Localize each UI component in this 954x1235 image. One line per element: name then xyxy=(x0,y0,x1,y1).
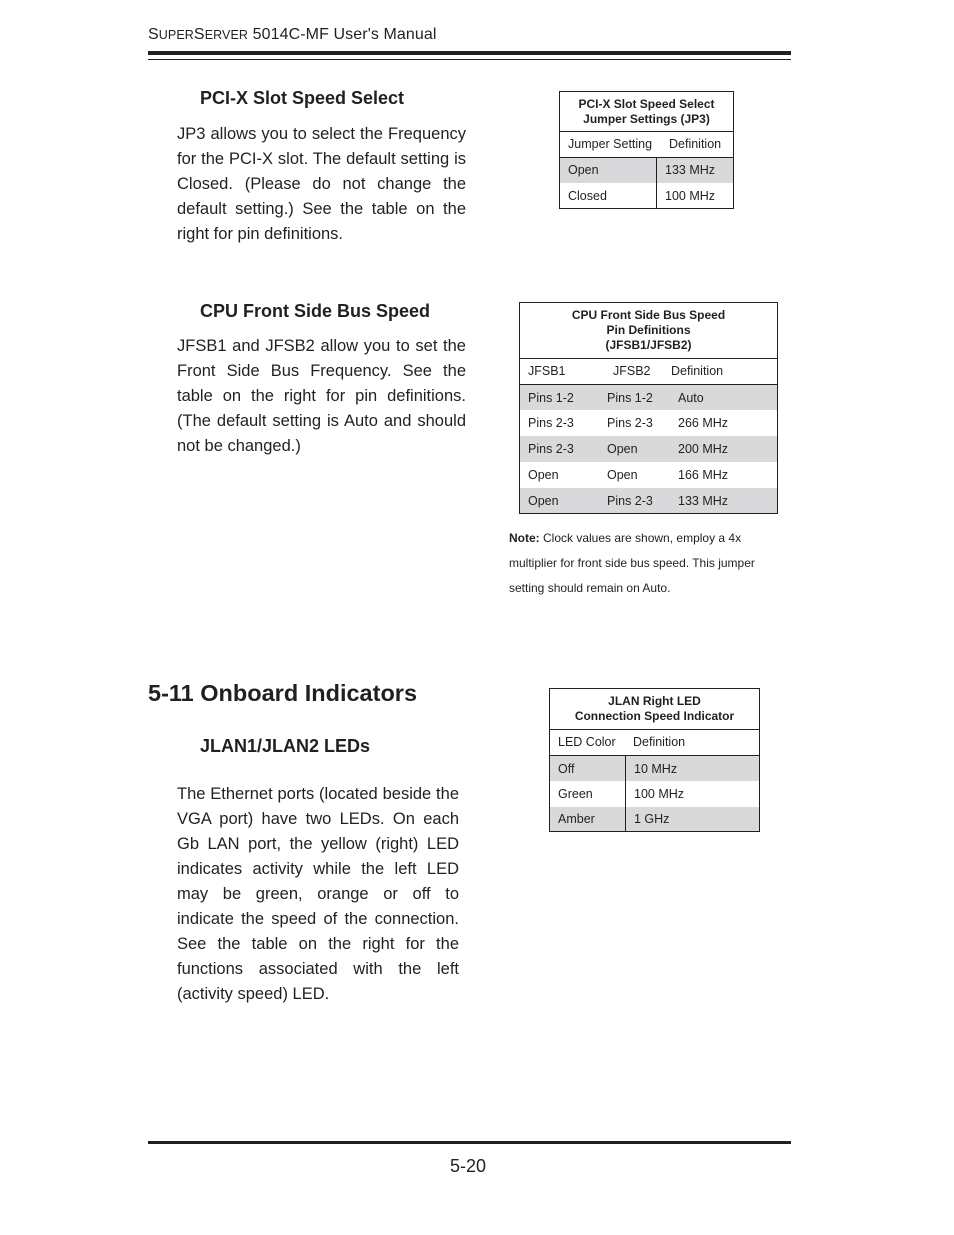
fsb-note xyxy=(509,526,781,601)
pcix-body: JP3 allows you to select the Frequency for the PCI-X slot. The default setting is Closed. (Please do not change the default setting.) See the table on the right for pin definitions. xyxy=(177,125,466,243)
pcix-row2-setting: Closed xyxy=(568,189,607,203)
pcix-header-definition: Definition xyxy=(669,137,722,151)
header-erver: ERVER xyxy=(204,28,249,42)
pcix-table-title-line2: Jumper Settings (JP3) xyxy=(583,112,710,126)
fsb-row1-jfsb1: Pins 1-2 xyxy=(528,391,574,405)
fsb-table-title-line1: CPU Front Side Bus Speed xyxy=(571,308,726,322)
column-divider xyxy=(625,807,626,831)
header-initial-s2: S xyxy=(193,26,205,43)
header-manual-title: 5014C-MF User's Manual xyxy=(248,26,437,43)
table-row xyxy=(550,781,759,807)
column-divider xyxy=(625,781,626,807)
jlan-table-header-row xyxy=(550,730,759,756)
pcix-row1-setting: Open xyxy=(568,163,599,177)
footer-rule xyxy=(148,1141,791,1144)
pcix-table-title-line1: PCI-X Slot Speed Select xyxy=(578,97,715,111)
fsb-row2-definition: 266 MHz xyxy=(678,416,729,430)
pcix-table-title xyxy=(560,92,733,132)
fsb-row2-jfsb2: Pins 2-3 xyxy=(607,416,653,430)
header-uper: UPER xyxy=(158,28,194,42)
fsb-row4-jfsb1: Open xyxy=(528,468,559,482)
fsb-row5-definition: 133 MHz xyxy=(678,494,729,508)
table-row xyxy=(520,488,777,513)
header-rule-thick xyxy=(148,51,791,55)
fsb-header-definition: Definition xyxy=(671,364,724,378)
fsb-table-title-line2: Pin Definitions xyxy=(606,323,691,337)
table-row xyxy=(520,436,777,462)
jlan-table-title xyxy=(550,689,759,730)
fsb-note-label: Note: xyxy=(509,531,540,545)
fsb-row3-jfsb2: Open xyxy=(607,442,638,456)
fsb-row5-jfsb2: Pins 2-3 xyxy=(607,494,653,508)
fsb-header-jfsb1: JFSB1 xyxy=(528,364,566,378)
pcix-row1-definition: 133 MHz xyxy=(665,163,716,177)
fsb-row2-jfsb1: Pins 2-3 xyxy=(528,416,574,430)
jlan-header-led-color: LED Color xyxy=(558,735,616,749)
fsb-table-title xyxy=(520,303,777,359)
page-number: 5-20 xyxy=(450,1156,487,1176)
jlan-body: The Ethernet ports (located beside the VGA port) have two LEDs. On each Gb LAN port, the yellow (right) LED indicates activity while the left LED may be green, orange or off to indicate the speed of the connection. See the table on the right for the functions associated with the left (activity speed) LED. xyxy=(177,785,459,1003)
fsb-heading: CPU Front Side Bus Speed xyxy=(200,301,431,321)
jlan-led-table xyxy=(549,688,760,832)
fsb-pin-table xyxy=(519,302,778,514)
column-divider xyxy=(625,756,626,781)
column-divider xyxy=(656,183,657,208)
jlan-row2-definition: 100 MHz xyxy=(634,787,685,801)
fsb-row4-definition: 166 MHz xyxy=(678,468,729,482)
pcix-table-header-row xyxy=(560,132,733,158)
fsb-row1-jfsb2: Pins 1-2 xyxy=(607,391,653,405)
pcix-heading: PCI-X Slot Speed Select xyxy=(200,88,405,108)
pcix-header-jumper-setting: Jumper Setting xyxy=(568,137,653,151)
fsb-table-title-line3: (JFSB1/JFSB2) xyxy=(605,338,692,352)
jlan-row3-definition: 1 GHz xyxy=(634,812,670,826)
table-row xyxy=(560,183,733,208)
table-row xyxy=(560,158,733,183)
table-row xyxy=(520,410,777,436)
fsb-row3-definition: 200 MHz xyxy=(678,442,729,456)
pcix-row2-definition: 100 MHz xyxy=(665,189,716,203)
jlan-row1-color: Off xyxy=(558,762,575,776)
section-title: 5-11 Onboard Indicators xyxy=(148,680,418,706)
fsb-body: JFSB1 and JFSB2 allow you to set the Front Side Bus Frequency. See the table on the right for pin definitions. (The default setting is Auto and should not be changed.) xyxy=(177,337,466,455)
table-row xyxy=(520,462,777,488)
jlan-heading: JLAN1/JLAN2 LEDs xyxy=(200,736,371,756)
running-header xyxy=(148,26,437,44)
fsb-table-header-row xyxy=(520,359,777,385)
fsb-header-jfsb2: JFSB2 xyxy=(613,364,651,378)
fsb-row4-jfsb2: Open xyxy=(607,468,638,482)
header-initial-s: S xyxy=(148,26,159,43)
jlan-row1-definition: 10 MHz xyxy=(634,762,678,776)
fsb-row5-jfsb1: Open xyxy=(528,494,559,508)
fsb-row1-definition: Auto xyxy=(678,391,704,405)
table-row xyxy=(520,385,777,410)
fsb-note-text: Clock values are shown, employ a 4x multiplier for front side bus speed. This jumper setting should remain on Auto. xyxy=(509,531,755,595)
jlan-table-title-line2: Connection Speed Indicator xyxy=(574,709,735,723)
jlan-row2-color: Green xyxy=(558,787,593,801)
jlan-table-title-line1: JLAN Right LED xyxy=(608,694,701,708)
fsb-row3-jfsb1: Pins 2-3 xyxy=(528,442,574,456)
header-rule-thin xyxy=(148,59,791,60)
table-row xyxy=(550,756,759,781)
jlan-header-definition: Definition xyxy=(633,735,686,749)
column-divider xyxy=(656,158,657,183)
table-row xyxy=(550,807,759,831)
pcix-jumper-table xyxy=(559,91,734,209)
jlan-row3-color: Amber xyxy=(558,812,595,826)
